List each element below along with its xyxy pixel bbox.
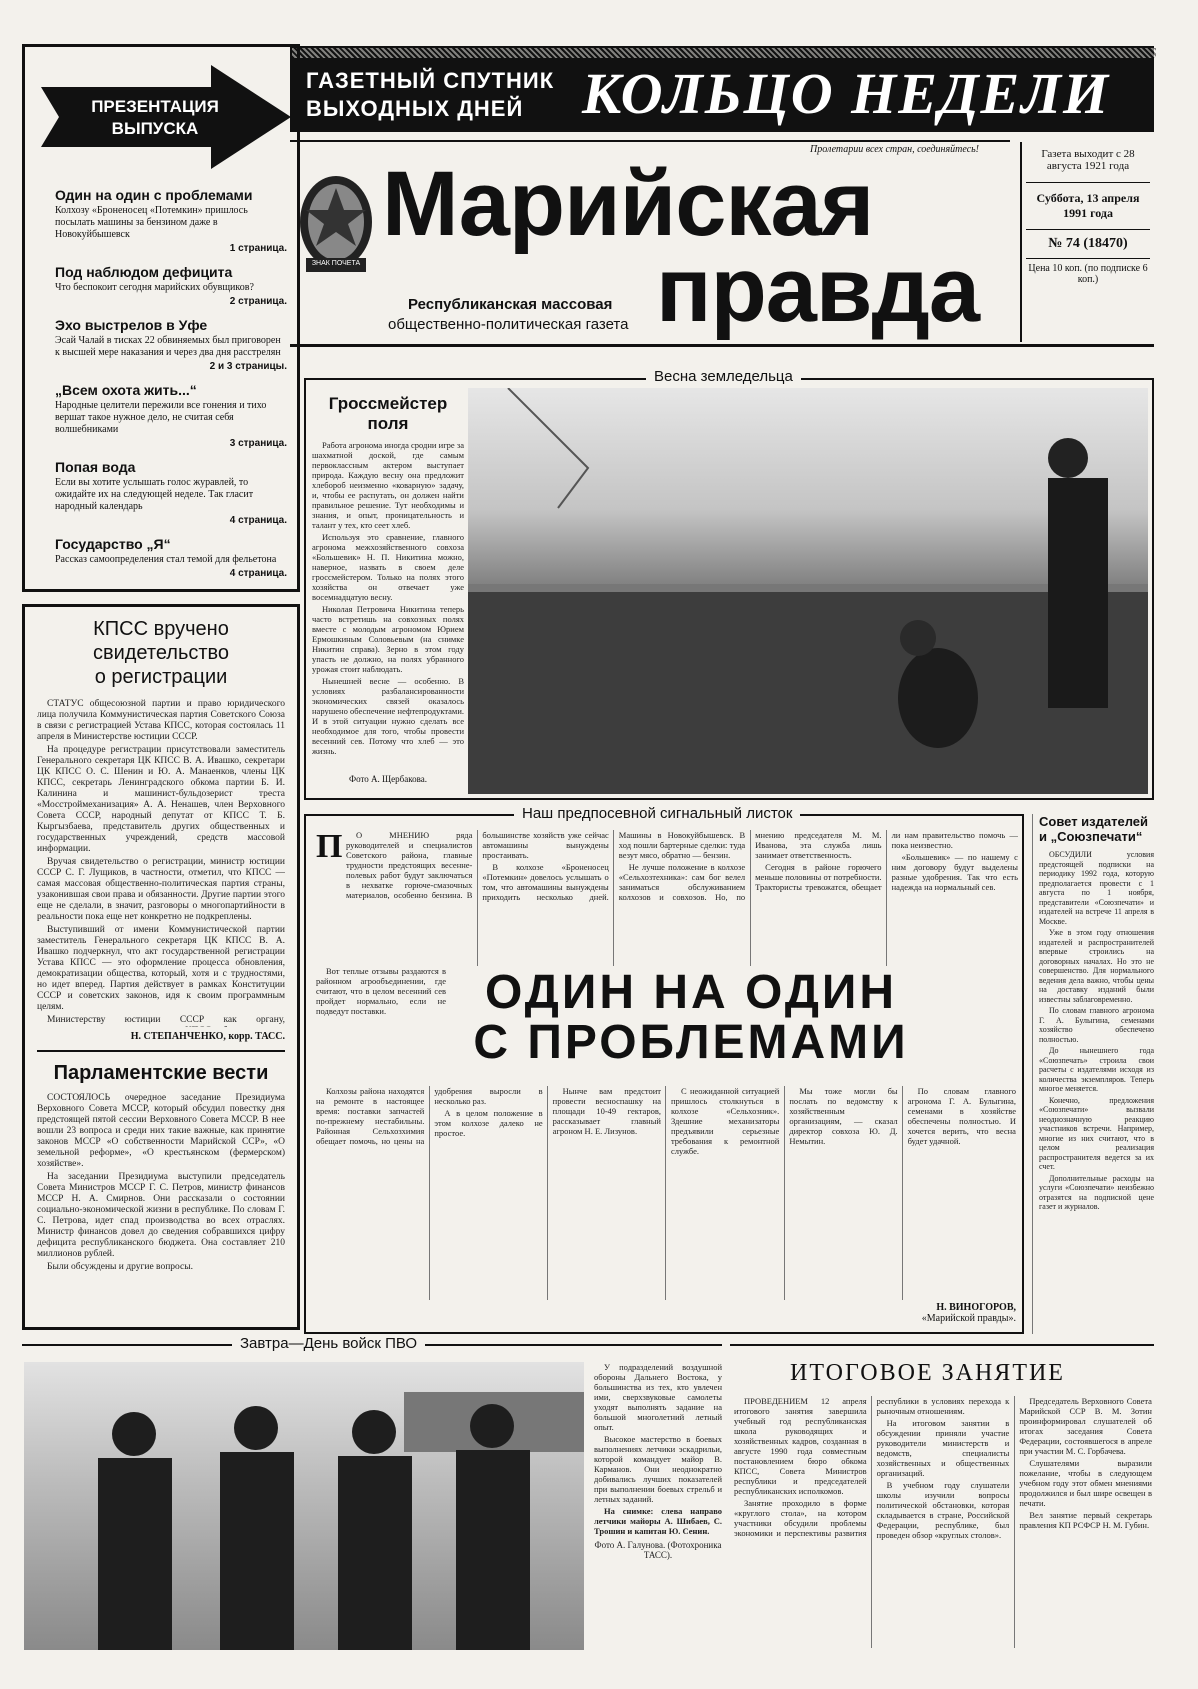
signal-signature-name: Н. ВИНОГОРОВ, (936, 1302, 1016, 1313)
teaser-item[interactable] (55, 187, 287, 254)
teaser-text: Рассказ самоопределения стал темой для фельетона (55, 554, 277, 565)
pilots-photo (24, 1362, 584, 1650)
final-body (734, 1396, 1152, 1648)
field-photo-scene (468, 388, 1148, 794)
kpss-title (37, 617, 285, 689)
kpss-title-line2: свидетельство (92, 642, 230, 664)
signal-paragraph: По словам главного агронома Г. А. Булыгина, семенами в хозяйстве обеспечены полностью. И хочется верить, что весна будет удачной. (907, 1086, 1016, 1146)
soyuzpechat-paragraph: Уже в этом году отношения издателей и распространителей впервые строились на договорных началах. Но это не совершенство. Для нормального ведения дела важно, чтобы цены на доставку изданий были известны заблаговременно. (1039, 928, 1154, 1004)
arrow-line1: ПРЕЗЕНТАЦИЯ (91, 97, 219, 116)
kpss-paragraph: СТАТУС общесоюзной партии и право юридического лица получила Коммунистическая партия Советского Союза в связи с регистрацией Устава КПСС, которая состоялась 11 апреля в Министерстве юстиции СССР. (37, 699, 285, 742)
presentation-box (22, 44, 300, 592)
motto: Пролетарии всех стран, соединяйтесь! (810, 144, 980, 155)
arrow-line2: ВЫПУСКА (111, 119, 199, 138)
soyuzpechat-paragraph: ОБСУДИЛИ условия предстоящей подписки на периодику 1992 года, которую предполагается провести с 1 августа по 1 ноября, представители «Союзпечати» и издателей на встрече 11 апреля в Москве. (1039, 850, 1154, 926)
signal-paragraph: Нынче вам предстоит провести весноспашку на площади 10-49 гектаров, рассказывает главный агроном Н. Е. Лизунов. (552, 1086, 661, 1136)
final-paragraph: Слушателями выразили пожелание, чтобы в следующем учебном году этот обмен мнениями продолжился и был шире освещен в печати. (1019, 1458, 1152, 1508)
teaser-title: Попая вода (55, 459, 136, 475)
teaser-page: 3 страница. (229, 438, 287, 449)
parliament-body (37, 1093, 285, 1283)
final-paragraph: В учебном году слушатели школы изучили вопросы политической обстановки, которая складывается в стране, Российской Федерации, республике, был проведен обзор «круглых столов». (876, 1480, 1010, 1540)
masthead-rule-top (290, 140, 1010, 142)
soyuzpechat-paragraph: По словам главного агронома Г. А. Булыгина, семенами хозяйство обеспечено полностью. (1039, 1006, 1154, 1044)
pvo-text (594, 1362, 722, 1652)
subtitle-line2: общественно-политическая газета (388, 316, 629, 333)
spring-body (312, 440, 464, 770)
teaser-title: Под наблюдом дефицита (55, 264, 233, 280)
teaser-page: 2 и 3 страницы. (209, 361, 287, 372)
signal-paragraph: Колхозы района находятся на ремонте в настоящее время: поставки запчастей по-прежнему нестабильны. Районная Сельхозхимия обещает помочь, но цены на удобрения выросли в несколько раз. (316, 1086, 543, 1146)
signal-paragraph: «Большевик» — по нашему с ним договору будут выделены разные удобрения. Так что есть надежда на нормальный сев. (891, 852, 1018, 892)
spring-label: Весна земледельца (646, 368, 801, 385)
supplement-line2: ВЫХОДНЫХ ДНЕЙ (306, 96, 524, 121)
info-rule-1 (1026, 182, 1150, 183)
kpss-divider (37, 1050, 285, 1052)
signal-dropcap: П (316, 828, 343, 865)
pilots-photo-scene (24, 1362, 584, 1650)
teaser-title: Государство „Я“ (55, 536, 171, 552)
signal-signature (866, 1302, 1016, 1324)
kpss-box (22, 604, 300, 1330)
newspaper-title-line1: Марийская (382, 153, 874, 255)
signal-label: Наш предпосевной сигнальный листок (514, 805, 800, 822)
issue-number: № 74 (18470) (1048, 236, 1128, 251)
signal-headline (456, 968, 926, 1078)
supplement-name: КОЛЬЦО НЕДЕЛИ (582, 61, 1111, 126)
parliament-paragraph: Были обсуждены и другие вопросы. (47, 1262, 193, 1272)
pvo-label: Завтра—День войск ПВО (232, 1335, 425, 1352)
masthead (290, 46, 1154, 346)
signal-headline-line2: С ПРОБЛЕМАМИ (473, 1016, 909, 1069)
teaser-item[interactable] (55, 264, 287, 307)
order-badge (298, 174, 374, 276)
soyuzpechat-paragraph: Конечно, предложения «Союзпечати» вызвали неоднозначную реакцию участников встречи. Например, многие из них считают, что в целом реализация распространителя ведется за их счет. (1039, 1095, 1154, 1171)
signal-side-column (316, 966, 446, 1076)
pvo-section (22, 1335, 722, 1650)
kpss-paragraph: Министерству юстиции СССР как органу, (47, 1015, 285, 1025)
parliament-paragraph: На заседании Президиума выступили председатель Совета Министров МССР Г. С. Петров, министр финансов МССР Н. А. Смирнов. Они рассказали о состоянии социально-экономической жизни в республике. По словам Г. С. Петрова, идет спад производства во всех отраслях. Министр финансов довел до сведения собравшихся цифру дефицита республиканского бюджета. Она составляет 210 миллионов рублей. (37, 1172, 285, 1259)
signal-paragraph: О МНЕНИЮ ряда руководителей и специалистов Советского района, главные трудности предстоящих весенне-полевых работ будут заключаться в нехватке горюче-смазочных материалов, особенно бензина. В большинстве хозяйств уже сейчас автомашины вынуждены простаивать. (346, 830, 609, 900)
info-rule-3 (1026, 258, 1150, 259)
teaser-text: Колхозу «Броненосец «Потемкин» пришлось посылать машины за бензином даже в Новокуйбышевск (55, 205, 248, 240)
subtitle-line1: Республиканская массовая (408, 296, 613, 313)
final-paragraph: Вел занятие первый секретарь правления КП РСФСР Н. М. Губин. (1019, 1510, 1152, 1530)
soyuzpechat-paragraph: Дополнительные расходы на услуги «Союзпечати» неизбежно отразятся на подписной цене газет и журналов. (1039, 1173, 1154, 1211)
spring-article (312, 394, 464, 794)
spring-photo-credit: Фото А. Щербакова. (349, 774, 427, 784)
final-paragraph: Занятие проходило в форме «круглого стола», на котором участники обсудили проблемы экономики и перспективы развития республики в условиях перехода к рыночным отношениям. (734, 1396, 1010, 1538)
spring-title-line2: поля (367, 414, 409, 433)
teaser-title: „Всем охота жить...“ (55, 382, 197, 398)
teaser-list (55, 187, 287, 589)
signal-paragraph: Мы тоже могли бы послать по ведомству к хозяйственным организациям, — сказал директор совхоза Ю. Д. Немытин. (789, 1086, 898, 1146)
kpss-paragraph: Выступивший от имени Коммунистической партии заместитель Генерального секретаря ЦК КПСС В. А. Ивашко подчеркнул, что акт государственной регистрации Устава КПСС — это оформление процесса обновления, демократизации общества, который, хотя и с трудностями, но идет вперед. Партия действует в рамках Конституции СССР и советских законов, идя к своим программным целям. (37, 925, 285, 1012)
newspaper-title-line2: правда (656, 239, 980, 341)
issue-price: Цена 10 коп. (по подписке 6 коп.) (1028, 263, 1148, 285)
teaser-item[interactable] (55, 382, 287, 449)
soyuzpechat-section (1032, 814, 1154, 1334)
pvo-paragraph: Высокое мастерство в боевых выполнениях летчики эскадрильи, которой командует майор В. Карманов. Они неоднократно добивались лучших показателей при выполнении боевых стрельб и летных заданий. (594, 1434, 722, 1504)
issue-date: Суббота, 13 апреля 1991 года (1036, 191, 1140, 220)
spring-paragraph: Работа агронома иногда сродни игре за шахматной доской, где самым первоклассным актером выступает природа. Каждую весну она предложит хлебороб неизменно «коварную» задачу, и, чтобы ее распутать, он должен найти правильное решение. Тут необходимы и знания, и опыт, проницательность и талант у тех, кто сеет хлеб. (312, 440, 464, 530)
kpss-signature: Н. СТЕПАНЧЕНКО, корр. ТАСС. (130, 1031, 285, 1042)
signal-body-bottom (316, 1086, 1016, 1300)
teaser-title: Эхо выстрелов в Уфе (55, 317, 208, 333)
final-title: ИТОГОВОЕ ЗАНЯТИЕ (790, 1360, 1065, 1386)
pvo-paragraph: На снимке: слева направо летчики майоры А. Шибаев, С. Трошин и капитан Ю. Сенин. (594, 1506, 722, 1536)
signal-section (304, 805, 1024, 1334)
signal-headline-line1: ОДИН НА ОДИН (484, 966, 898, 1019)
final-paragraph: Председатель Верховного Совета Марийской ССР В. М. Зотин проинформировал слушателей об итогах заседания Совета Федерации, состоявшегося в апреле при участии М. С. Горбачева. (1019, 1396, 1152, 1456)
kpss-title-line3: о регистрации (94, 666, 228, 688)
final-paragraph: ПРОВЕДЕНИЕМ 12 апреля итогового занятия завершила учебный год республиканская школа руководящих и хозяйственных кадров, созданная в августе 1990 года совместным постановлением бюро обкома КПСС, Совета Министров республики и председателей республиканских исполкомов. (734, 1396, 867, 1496)
arrow-icon (41, 65, 291, 169)
signal-paragraph: Сегодня в районе горючего меньше половины от потребности. Трактористы тревожатся, обещает ли нам правительство помочь — пока неизвестно. (755, 830, 1018, 892)
teaser-page: 2 страница. (229, 296, 287, 307)
teaser-item[interactable] (55, 536, 287, 579)
spring-title-line1: Гроссмейстер (328, 394, 448, 413)
final-paragraph: На итоговом занятии в обсуждении приняли участие руководители министерств и ведомств, специалисты хозяйственных и общественных организаций. (876, 1418, 1010, 1478)
signal-body-top (346, 830, 1018, 966)
pvo-paragraph: У подразделений воздушной обороны Дальнего Востока, у большинства из тех, кто увлечен ими, сверхзвуковые самолеты уходят выполнять задание на большой многолетний летный опыт. (594, 1362, 722, 1432)
soyuzpechat-paragraph: До нынешнего года «Союзпечать» строила свои расчеты с издателями исходя из количества экземпляров. Теперь многое меняется. (1039, 1046, 1154, 1093)
teaser-text: Если вы хотите услышать голос журавлей, то ожидайте их на следующей неделе. Так гласит народный календарь (55, 477, 254, 512)
soyuzpechat-title-line1: Совет издателей (1039, 814, 1149, 829)
teaser-item[interactable] (55, 459, 287, 526)
parliament-paragraph: СОСТОЯЛОСЬ очередное заседание Президиума Верховного Совета МССР, который обсудил повестку дня предстоящей пятой сессии Верховного Совета МССР. В нее вошли 23 вопроса и среди них такие важные, как принятие законов МССР «О собственности Марийской ССР», «О земельной реформе», «О крестьянском (фермерском) хозяйстве». (37, 1093, 285, 1169)
pvo-photo-credit: Фото А. Галунова. (Фотохроника ТАСС). (594, 1540, 722, 1560)
spring-title (312, 394, 464, 434)
signal-paragraph: С неожиданной ситуацией пришлось столкнуться в колхозе «Сельхозник». Здешние механизаторы предъявили серьезные требования к ремонтной службе. (670, 1086, 780, 1156)
info-rule-2 (1026, 229, 1150, 230)
kpss-paragraph: Вручая свидетельство о регистрации, министр юстиции СССР С. Г. Лущиков, в частности, отметил, что КПСС — самая массовая общественно-политическая партия страны, узаконившая свои права и обязанности. Другие партии этого еще не сделали, в значит, разговоры о многопартийности в реальности пока еще нет конкретно не подкреплены. (37, 857, 285, 922)
teaser-page: 4 страница. (229, 568, 287, 579)
soyuzpechat-body (1039, 850, 1154, 1330)
signal-paragraph: В колхозе «Броненосец «Потемкин» довелось услышать о том, что автомашины вынуждены приходить несколько дней. Машины в Новокуйбышевск. В ход пошли бартерные сделки: туда везут мясо, обратно — бензин. (482, 830, 746, 902)
parliament-title: Парламентские вести (53, 1062, 269, 1084)
teaser-text: Что беспокоит сегодня марийских обувщиков? (55, 282, 254, 293)
spring-paragraph: Используя это сравнение, главного агронома межхозяйственного совхоза «Большевик» Н. П. Никитина можно, наверное, назвать в своем деле гроссмейстером. Только на полях этого хозяйства он отвечает уже восемнадцатую весну. (312, 532, 464, 602)
supplement-banner (290, 46, 1154, 132)
teaser-page: 4 страница. (229, 515, 287, 526)
spring-section (304, 368, 1154, 800)
teaser-text: Народные целители пережили все гонения и тихо вершат такое нужное дело, не считая себя волшебниками (55, 400, 267, 435)
spring-paragraph: Николая Петровича Никитина теперь часто встретишь на совхозных полях вместе с молодым агрономом Юрием Ермошкиным Соловьевым (на снимке Никитин справа). Зерно в этом году упасть не должно, на полях убранного урожая стоит наблюдать. (312, 604, 464, 674)
soyuzpechat-title (1039, 814, 1154, 844)
soyuzpechat-title-line2: и „Союзпечати“ (1039, 829, 1143, 844)
banner-hatch (292, 48, 1156, 58)
kpss-title-line1: КПСС вручено (93, 618, 229, 640)
final-section (730, 1344, 1154, 1650)
signal-paragraph: Не лучше положение в колхозе «Сельхозтехника»: сам бог велел заниматься обслуживанием колхозов и совхозов. Но, по мнению председателя М. М. Иванова, эта служба лишь занимает ответственность. (618, 830, 882, 902)
masthead-rule-bottom (290, 344, 1154, 347)
spring-paragraph: Нынешней весне — особенно. В условиях разбалансированности экономических связей оказалось нарушено обеспечение нефтепродуктами. И в этой ситуации нужно сделать все необходимое для того, чтобы провести весенний сев. Потому что хлеб — это жизнь. (312, 676, 464, 756)
order-text: ЗНАК ПОЧЕТА (311, 260, 361, 267)
kpss-paragraph: На процедуре регистрации присутствовали заместитель Генерального секретаря ЦК КПСС В. А. Ивашко, секретари ЦК КПСС О. С. Шенин и Ю. А. Манаенков, члены ЦК КПСС, секретарь Ленинградского обкома партии Б. И. Калинина и машинист-бульдозерист треста «Мосстроймеханизация» А. А. Ненашев, член Верховного Совета СССР, народный депутат от КПСС Т. Б. Кыргызбаева, представитель других общественных и государственных учреждений, средств массовой информации. (37, 745, 285, 854)
signal-paragraph: А в целом положение в этом колхозе далеко не простое. (434, 1108, 543, 1138)
signal-signature-role: «Марийской правды». (921, 1313, 1016, 1324)
issue-info (1020, 142, 1154, 342)
teaser-page: 1 страница. (229, 243, 287, 254)
signal-paragraph: Вот теплые отзывы раздаются в районном агрообъединении, где считают, что в целом весенний сев пройдет нормально, если не подведут поставки. (316, 966, 446, 1016)
since-text: Газета выходит с 28 августа 1921 года (1041, 148, 1135, 172)
field-photo (468, 388, 1148, 794)
teaser-title: Один на один с проблемами (55, 187, 253, 203)
teaser-item[interactable] (55, 317, 287, 372)
teaser-text: Эсай Чалай в тисках 22 обвиняемых был приговорен к высшей мере наказания и через два дня расстрелян (55, 335, 281, 358)
presentation-arrow (41, 65, 291, 169)
supplement-line1: ГАЗЕТНЫЙ СПУТНИК (306, 68, 555, 93)
kpss-body (37, 699, 285, 1027)
